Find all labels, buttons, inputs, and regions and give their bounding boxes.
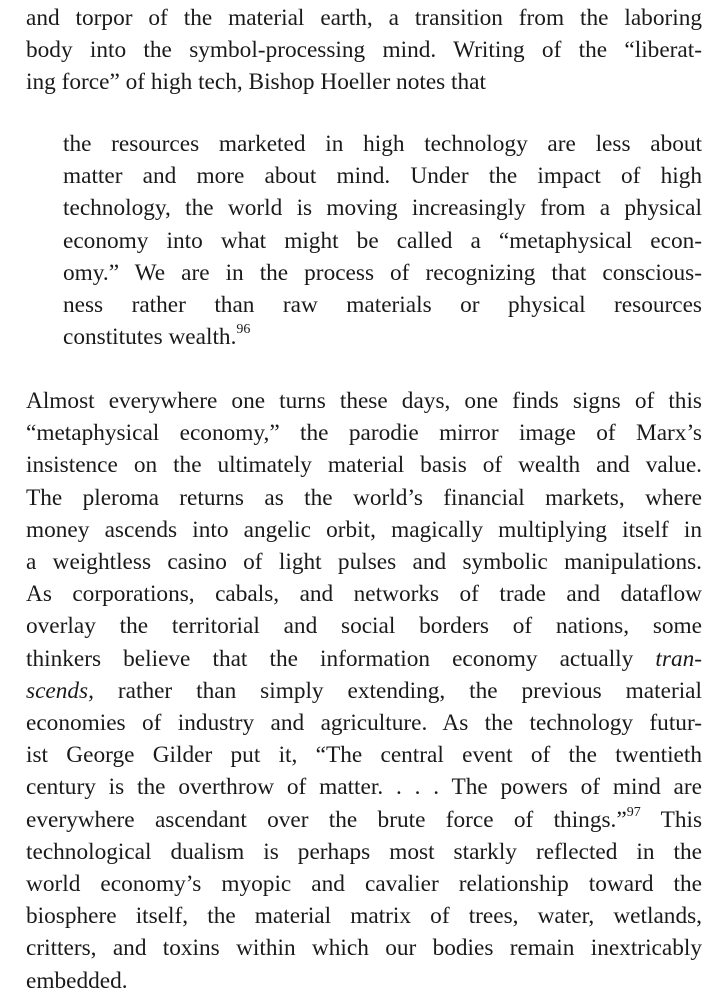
block-quote xyxy=(63,128,702,353)
italic-word: tran- xyxy=(655,645,703,672)
text-line: The pleroma returns as the world’s financial markets, where xyxy=(26,484,702,511)
text-line: century is the overthrow of matter. . . . The powers of mind are xyxy=(26,774,702,801)
text-line: body into the symbol-processing mind. Writing of the “liberat- xyxy=(26,37,702,64)
text-line: matter and more about mind. Under the impact of high xyxy=(63,163,702,190)
text-line: “metaphysical economy,” the parodie mirror image of Marx’s xyxy=(26,420,702,447)
top-paragraph xyxy=(26,2,702,99)
text-line: overlay the territorial and social borders of nations, some xyxy=(26,613,702,640)
text-line: ness rather than raw materials or physical resources xyxy=(63,292,702,319)
text-line: economy into what might be called a “metaphysical econ- xyxy=(63,227,702,254)
text-line xyxy=(26,643,702,675)
text-line: money ascends into angelic orbit, magically multiplying itself in xyxy=(26,516,702,543)
text-line xyxy=(63,321,702,353)
text-line: omy.” We are in the process of recognizing that conscious- xyxy=(63,259,702,286)
text-line: economies of industry and agriculture. As the technology futur- xyxy=(26,710,702,737)
italic-word: scends, xyxy=(26,677,94,704)
text-line: biosphere itself, the material matrix of trees, water, wetlands, xyxy=(26,903,702,930)
text-line: As corporations, cabals, and networks of trade and dataflow xyxy=(26,581,702,608)
text-line: insistence on the ultimately material basis of wealth and value. xyxy=(26,452,702,479)
main-paragraph xyxy=(26,385,702,997)
text-line: Almost everywhere one turns these days, one finds signs of this xyxy=(26,388,702,414)
text-line: the resources marketed in high technology are less about xyxy=(63,131,702,157)
text-line: embedded. xyxy=(26,967,128,994)
text-line: a weightless casino of light pulses and symbolic manipulations. xyxy=(26,549,702,576)
text-line: ing force” of high tech, Bishop Hoeller notes that xyxy=(26,69,486,96)
text-line: world economy’s myopic and cavalier relationship toward the xyxy=(26,871,702,898)
text-line: critters, and toxins within which our bodies remain inextricably xyxy=(26,935,702,962)
line-text: everywhere ascendant over the brute force of things.” xyxy=(26,806,627,833)
quote-last-text: constitutes wealth. xyxy=(63,324,237,351)
text-line xyxy=(26,804,702,836)
text-line: ist George Gilder put it, “The central event of the twentieth xyxy=(26,742,702,769)
line-text: rather than simply extending, the previous material xyxy=(117,677,702,704)
line-text: thinkers believe that the information economy actually xyxy=(26,645,634,672)
footnote-marker: 96 xyxy=(236,322,251,338)
footnote-marker: 97 xyxy=(626,804,641,820)
line-text: This xyxy=(660,806,703,833)
text-line: and torpor of the material earth, a transition from the laboring xyxy=(26,5,702,31)
text-line: technology, the world is moving increasingly from a physical xyxy=(63,195,702,222)
text-line: technological dualism is perhaps most starkly reflected in the xyxy=(26,838,702,865)
text-line xyxy=(26,675,702,707)
